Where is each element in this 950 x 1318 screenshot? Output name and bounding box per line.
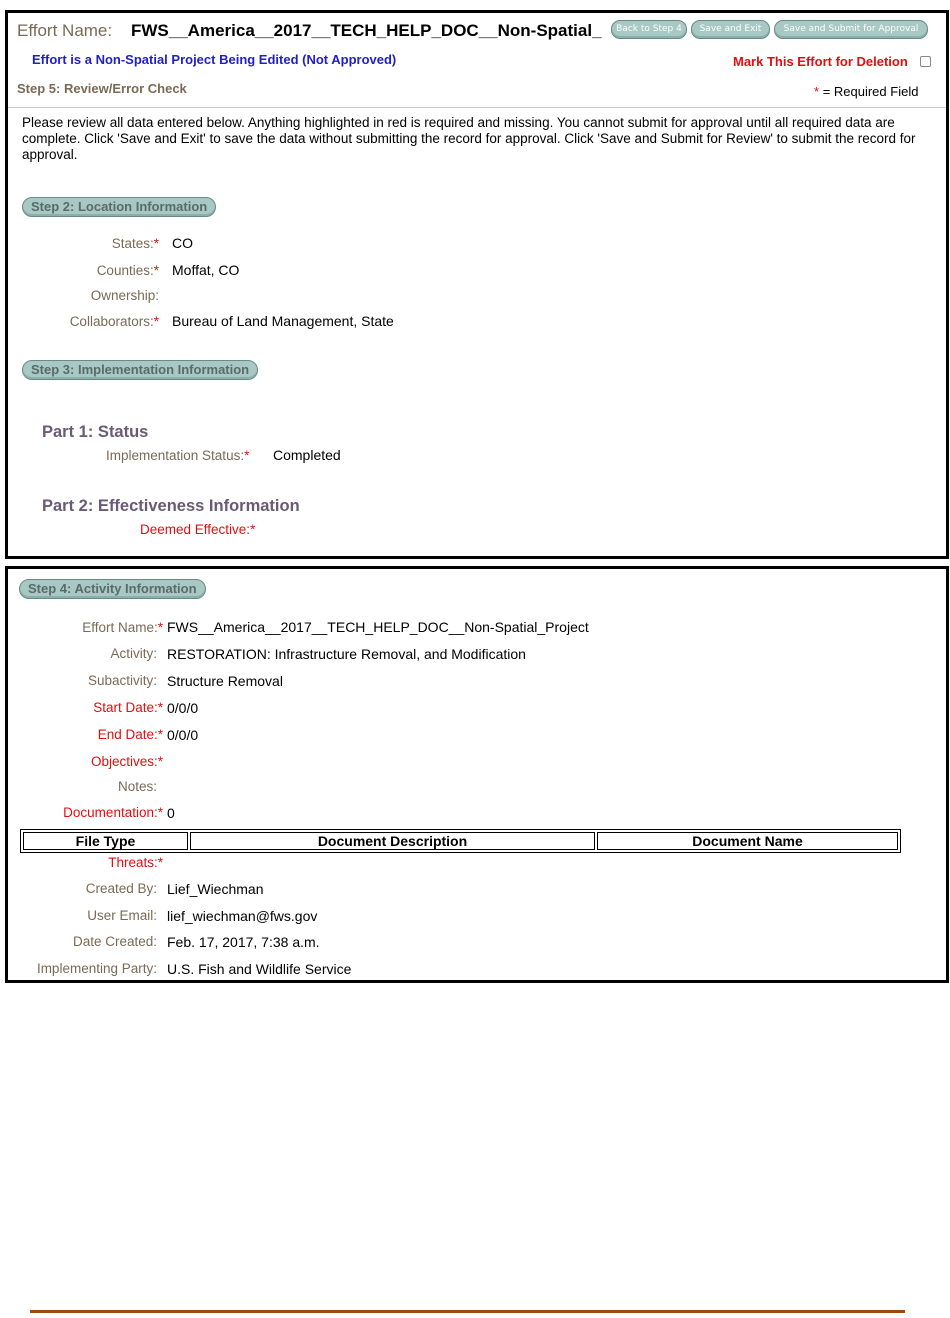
implementation-status-label-text: Implementation Status: [106, 448, 245, 463]
required-star: * [157, 754, 163, 769]
back-to-step4-button[interactable]: Back to Step 4 [611, 20, 687, 39]
created-by-value: Lief_Wiechman [167, 881, 264, 897]
part2-heading: Part 2: Effectiveness Information [42, 497, 300, 515]
effort-name-label [82, 620, 163, 635]
date-created-value: Feb. 17, 2017, 7:38 a.m. [167, 934, 320, 950]
effort-status-message: Effort is a Non-Spatial Project Being Edited (Not Approved) [32, 52, 397, 67]
implementing-party-value: U.S. Fish and Wildlife Service [167, 961, 352, 977]
divider [8, 107, 946, 108]
column-header-document-description: Document Description [190, 832, 595, 850]
activity-label: Activity: [110, 646, 157, 661]
states-label-text: States: [111, 236, 154, 251]
collaborators-label [70, 314, 159, 329]
subactivity-value: Structure Removal [167, 673, 283, 689]
user-email-value: lief_wiechman@fws.gov [167, 908, 318, 924]
implementing-party-label: Implementing Party: [36, 961, 157, 976]
objectives-label [91, 754, 163, 769]
objectives-label-text: Objectives: [90, 754, 158, 769]
effort-name-label-text: Effort Name: [82, 620, 158, 635]
required-star: * [157, 855, 163, 870]
footer-rule [30, 1310, 905, 1313]
step-title: Step 5: Review/Error Check [17, 81, 187, 96]
deemed-effective-label-text: Deemed Effective: [140, 522, 251, 537]
subactivity-label: Subactivity: [87, 673, 157, 688]
activity-panel [5, 566, 949, 983]
counties-label [97, 263, 159, 278]
deemed-effective-label [140, 522, 255, 537]
implementation-status-value: Completed [273, 447, 341, 463]
documentation-label-text: Documentation: [63, 805, 158, 820]
end-date-label [98, 727, 163, 742]
step3-heading[interactable]: Step 3: Implementation Information [22, 360, 258, 380]
part1-heading: Part 1: Status [42, 423, 149, 441]
documentation-label [63, 805, 163, 820]
ownership-label: Ownership: [90, 288, 159, 303]
required-star: * [153, 314, 159, 329]
required-star: * [153, 236, 159, 251]
effort-name-value: FWS__America__2017__TECH_HELP_DOC__Non-Spatial_Project [167, 619, 589, 635]
step2-heading[interactable]: Step 2: Location Information [22, 197, 216, 217]
step4-heading[interactable]: Step 4: Activity Information [19, 579, 206, 599]
required-star: * [157, 727, 163, 742]
collaborators-label-text: Collaborators: [69, 314, 154, 329]
user-email-label: User Email: [87, 908, 157, 923]
documentation-value: 0 [167, 805, 175, 821]
column-header-document-name: Document Name [597, 832, 898, 850]
required-star: * [157, 620, 163, 635]
implementation-status-label [106, 448, 249, 463]
table-header-row [23, 832, 898, 850]
required-field-note [814, 84, 918, 99]
required-star: * [814, 84, 820, 99]
counties-label-text: Counties: [96, 263, 154, 278]
created-by-label: Created By: [85, 881, 157, 896]
required-star: * [157, 700, 163, 715]
start-date-label-text: Start Date: [93, 700, 158, 715]
counties-value: Moffat, CO [172, 262, 240, 278]
mark-deletion-checkbox[interactable] [920, 56, 931, 67]
save-and-submit-button[interactable]: Save and Submit for Approval [774, 20, 928, 39]
notes-label: Notes: [117, 779, 157, 794]
required-star: * [153, 263, 159, 278]
end-date-value: 0/0/0 [167, 727, 199, 743]
states-label [112, 236, 159, 251]
threats-label-text: Threats: [108, 855, 158, 870]
collaborators-value: Bureau of Land Management, State [172, 313, 394, 329]
column-header-file-type: File Type [23, 832, 188, 850]
date-created-label: Date Created: [72, 934, 157, 949]
effort-name-label: Effort Name: [17, 21, 113, 40]
review-panel [5, 10, 949, 559]
required-field-text: = Required Field [822, 84, 919, 99]
documents-table [20, 829, 901, 853]
effort-name-value: FWS__America__2017__TECH_HELP_DOC__Non-Spatial_ [131, 21, 602, 40]
save-and-exit-button[interactable]: Save and Exit [691, 20, 770, 39]
activity-value: RESTORATION: Infrastructure Removal, and Modification [167, 646, 526, 662]
start-date-label [93, 700, 163, 715]
instructions-text: Please review all data entered below. Anything highlighted in red is required and missing. You cannot submit for approval until all required data are complete. Click 'Save and Exit' to save the data without submitting the record for approval. Click 'Save and Submit for Review' to submit the record for approval. [22, 115, 916, 162]
required-star: * [244, 448, 250, 463]
required-star: * [250, 522, 256, 537]
states-value: CO [172, 235, 193, 251]
required-star: * [157, 805, 163, 820]
mark-deletion-label: Mark This Effort for Deletion [733, 54, 908, 69]
start-date-value: 0/0/0 [167, 700, 199, 716]
end-date-label-text: End Date: [97, 727, 158, 742]
threats-label [108, 855, 163, 870]
